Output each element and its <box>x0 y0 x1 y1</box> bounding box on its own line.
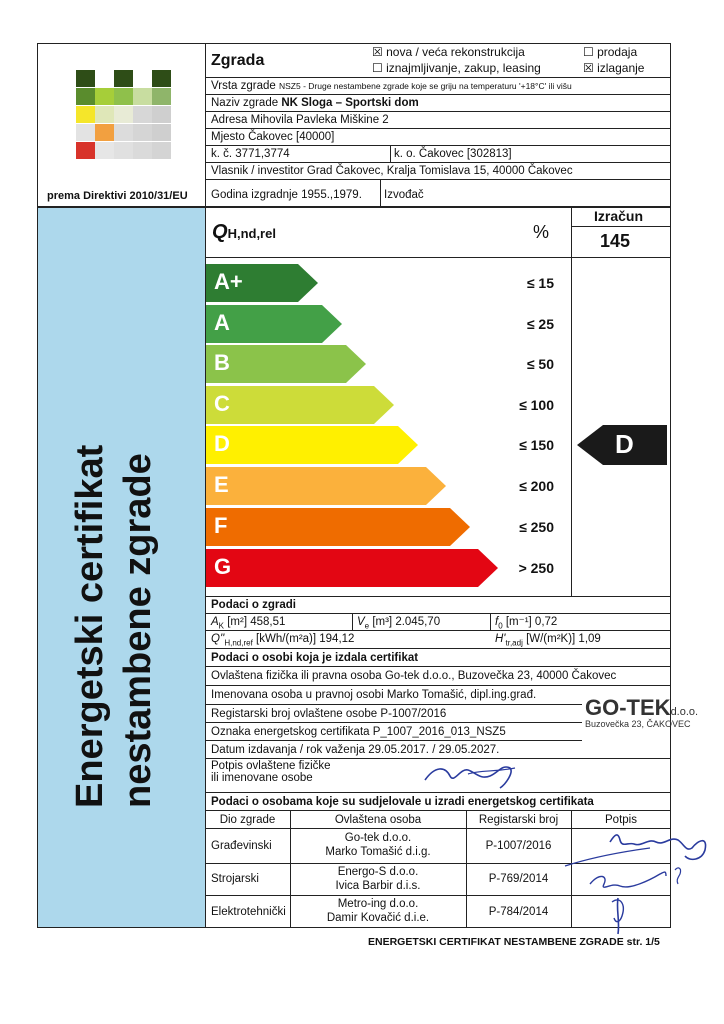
threshold-b: ≤ 50 <box>526 356 554 372</box>
threshold-c: ≤ 100 <box>519 397 554 413</box>
heated-area: $A_K$ [m²] 458,51 <box>211 616 286 631</box>
directive-label: prema Direktivi 2010/31/EU <box>47 190 188 202</box>
participant-signatures <box>560 822 710 942</box>
energy-class-a: A <box>206 305 342 343</box>
cadastral-municipality: k. o. Čakovec [302813] <box>394 148 512 160</box>
table-row-person: Metro-ing d.o.o. Damir Kovačić d.i.e. <box>326 898 430 924</box>
issuer-signature-label: Potpis ovlaštene fizičke ili imenovane osobe <box>211 760 331 784</box>
reference-heat-demand: $Q''_{H,nd,ref}$ [kWh/(m²a)] 194,12 <box>211 633 355 648</box>
rating-indicator-arrow: D <box>577 425 667 465</box>
threshold-d: ≤ 150 <box>519 437 554 453</box>
header-signature: Potpis <box>605 814 637 826</box>
company-stamp: GO-TEKd.o.o. Buzovečka 23, ČAKOVEC <box>585 695 699 729</box>
calculation-value: 145 <box>600 231 631 251</box>
issuer-title: Podaci o osobi koja je izdala certifikat <box>211 652 419 664</box>
building-address: Adresa Mihovila Pavleka Miškine 2 <box>211 114 389 126</box>
table-row-reg: P-784/2014 <box>488 906 549 918</box>
q-label: QH,nd,rel <box>212 221 276 243</box>
table-row-person: Go-tek d.o.o. Marko Tomašić d.i.g. <box>325 832 431 858</box>
header-authorized-person: Ovlaštena osoba <box>334 814 422 826</box>
energy-class-e: E <box>206 467 446 505</box>
calculation-label: Izračun <box>594 208 644 224</box>
threshold-e: ≤ 200 <box>519 478 554 494</box>
threshold-f: ≤ 250 <box>519 519 554 535</box>
building-data-title: Podaci o zgradi <box>211 599 296 611</box>
table-row-part: Elektrotehnički <box>211 906 286 918</box>
energy-class-d: D <box>206 426 418 464</box>
heated-volume: $V_e$ [m³] 2.045,70 <box>357 616 441 631</box>
issuer-registration: Registarski broj ovlaštene osobe P-1007/2016 <box>211 708 447 720</box>
building-name: Naziv zgrade NK Sloga – Sportski dom <box>211 97 419 109</box>
issuer-signature <box>420 758 520 792</box>
option-display: ☒ izlaganje <box>583 61 645 75</box>
vertical-certificate-title: Energetski certifikat nestambene zgrade <box>69 444 159 808</box>
building-city: Mjesto Čakovec [40000] <box>211 131 335 143</box>
certificate-id: Oznaka energetskog certifikata P_1007_2016_013_NSZ5 <box>211 726 506 738</box>
threshold-a-plus: ≤ 15 <box>526 275 554 291</box>
header-registration: Registarski broj <box>478 814 559 826</box>
shape-factor: $f_0$ [m⁻¹] 0,72 <box>495 616 558 631</box>
construction-year: Godina izgradnje 1955.,1979. <box>211 189 362 201</box>
header-building-part: Dio zgrade <box>219 814 276 826</box>
table-row-reg: P-769/2014 <box>488 873 549 885</box>
contractor-label: Izvođač <box>384 189 424 201</box>
energy-class-b: B <box>206 345 366 383</box>
threshold-g: > 250 <box>518 560 554 576</box>
issuer-person: Imenovana osoba u pravnoj osobi Marko Tomašić, dipl.ing.građ. <box>211 689 537 701</box>
option-sale: ☐ prodaja <box>583 45 638 59</box>
threshold-a: ≤ 25 <box>526 316 554 332</box>
option-new-reconstruction: ☒ nova / veća rekonstrukcija <box>372 45 525 59</box>
participants-title: Podaci o osobama koje su sudjelovale u izradi energetskog certifikata <box>211 796 594 808</box>
energy-class-g: G <box>206 549 498 587</box>
issuer-legal-entity: Ovlaštena fizička ili pravna osoba Go-tek d.o.o., Buzovečka 23, 40000 Čakovec <box>211 670 617 682</box>
table-row-reg: P-1007/2016 <box>485 840 552 852</box>
option-rent: ☐ iznajmljivanje, zakup, leasing <box>372 61 541 75</box>
energy-class-f: F <box>206 508 470 546</box>
percent-label: % <box>533 222 550 242</box>
energy-class-a-plus: A+ <box>206 264 318 302</box>
building-type: Vrsta zgrade NSZ5 - Druge nestambene zgrade koje se griju na temperaturu '+18°C' ili višu <box>211 80 572 92</box>
energy-class-c: C <box>206 386 394 424</box>
building-owner: Vlasnik / investitor Grad Čakovec, Kralja Tomislava 15, 40000 Čakovec <box>211 165 573 177</box>
table-row-part: Građevinski <box>211 840 272 852</box>
building-heading: Zgrada <box>211 52 265 69</box>
table-row-part: Strojarski <box>211 873 259 885</box>
transmission-coefficient: $H'_{tr,adj}$ [W/(m²K)] 1,09 <box>495 633 601 648</box>
certificate-dates: Datum izdavanja / rok važenja 29.05.2017. / 29.05.2027. <box>211 744 500 756</box>
page-footer: ENERGETSKI CERTIFIKAT NESTAMBENE ZGRADE str. 1/5 <box>368 936 660 948</box>
cadastral-parcel: k. č. 3771,3774 <box>211 148 290 160</box>
table-row-person: Energo-S d.o.o. Ivica Barbir d.i.s. <box>335 866 421 892</box>
